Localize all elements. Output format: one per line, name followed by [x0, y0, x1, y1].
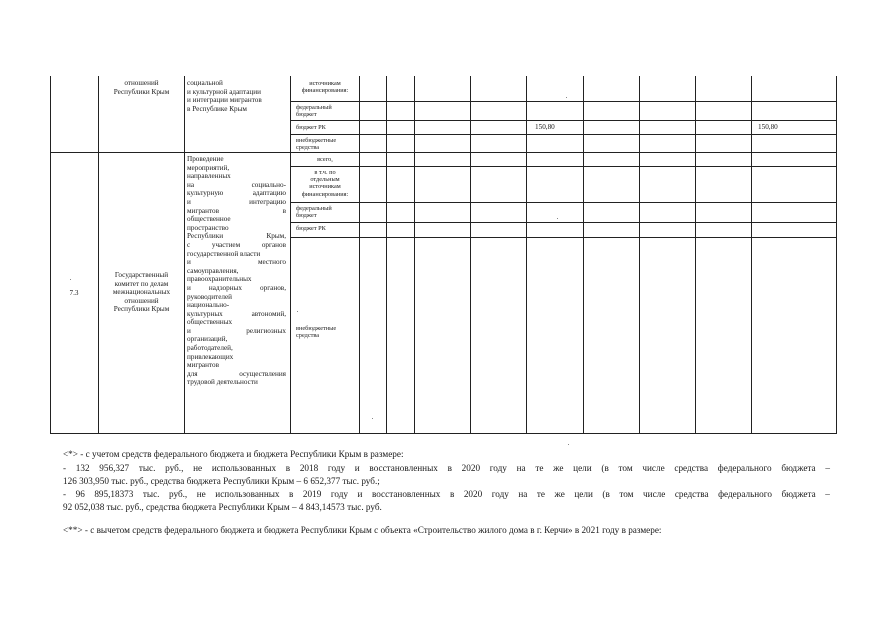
footnote-word: на: [516, 463, 526, 473]
source-line: средства: [296, 144, 320, 152]
activity-line: трудовой деятельности: [187, 378, 258, 387]
activity-word: участием: [211, 240, 241, 249]
activity-line: и интеграции мигрантов: [187, 96, 262, 105]
footnote-word: тыс.: [142, 489, 160, 499]
scan-speck: [297, 311, 298, 312]
activity-word: Республики: [187, 232, 224, 241]
executor-line: комитет по делам: [114, 279, 169, 288]
footnote-word: бюджета: [781, 489, 816, 499]
activity-line: правоохранительных: [187, 275, 252, 284]
activity-word: с: [187, 240, 191, 249]
activity-cell: [187, 79, 287, 113]
footnote-word: том: [619, 489, 634, 499]
table-divider: [414, 76, 415, 433]
footnote-word: году: [489, 463, 507, 473]
table-border-left: [50, 76, 51, 433]
scan-speck: [372, 418, 373, 419]
footnote-word: восстановленных: [369, 463, 438, 473]
activity-line: общественных: [187, 318, 233, 327]
executor-cell: [99, 79, 184, 96]
row-divider: [50, 152, 837, 153]
footnote-word: 2019: [302, 489, 322, 499]
activity-line: [187, 310, 286, 319]
source-line: внебюджетные: [296, 137, 337, 144]
source-line: бюджет: [296, 212, 317, 220]
subrow-divider: [290, 222, 837, 223]
activity-word: органов,: [260, 283, 286, 292]
table-border-bottom: [50, 433, 837, 434]
table-divider: [359, 76, 360, 433]
executor-cell: [99, 271, 184, 314]
source-extra: [296, 325, 336, 339]
activity-line: государственной власти: [187, 249, 261, 258]
activity-line: [187, 181, 286, 190]
activity-word: осуществления: [239, 369, 286, 378]
activity-line: привлекающих: [187, 352, 234, 361]
activity-line: пространство: [187, 223, 229, 232]
scan-speck: [568, 444, 569, 445]
activity-line: [187, 198, 286, 207]
footnote-word: –: [825, 463, 830, 473]
table-divider: [470, 76, 471, 433]
footnote-word: федерального: [717, 463, 772, 473]
activity-word: и: [187, 197, 191, 206]
table-divider: [386, 76, 387, 433]
footnote-word: федерального: [718, 489, 772, 499]
activity-line: [187, 284, 286, 293]
activity-word: на: [187, 180, 195, 189]
footnote-word: 895,18373: [94, 489, 134, 499]
activity-word: местного: [257, 258, 286, 267]
footnote-word: тыс.: [138, 463, 156, 473]
footnote-word: восстановленных: [371, 489, 441, 499]
subrow-divider: [290, 134, 837, 135]
table-divider: [639, 76, 640, 433]
footnote-word: использованных: [215, 489, 280, 499]
footnote-word: бюджета: [781, 463, 816, 473]
activity-line: [187, 327, 286, 336]
table-divider: [526, 76, 527, 433]
activity-word: и: [187, 326, 191, 335]
footnote-word: году: [491, 489, 509, 499]
activity-word: мигрантов: [187, 206, 220, 215]
source-line: источникам: [309, 183, 341, 191]
source-total: всего,: [317, 156, 333, 163]
source-budget-rk: бюджет РК: [296, 124, 326, 131]
footnote-word: использованных: [211, 463, 277, 473]
footnote-word: 956,327: [99, 463, 130, 473]
footnote-1-line-3: [63, 488, 830, 500]
table-divider: [695, 76, 696, 433]
footnote-1-title: <*> - с учетом средств федерального бюджета и бюджета Республики Крым в размере:: [63, 449, 404, 459]
footnote-word: -: [63, 489, 67, 499]
source-line: финансирования:: [301, 190, 349, 198]
subrow-divider: [290, 237, 837, 238]
footnote-word: (в: [602, 489, 610, 499]
activity-word: и: [187, 258, 191, 267]
subrow-divider: [290, 101, 837, 102]
subrow-divider: [290, 120, 837, 121]
source-budget-rk: бюджет РК: [296, 225, 326, 232]
activity-word: для: [187, 369, 198, 378]
footnote-word: (в: [601, 463, 609, 473]
subrow-divider: [290, 166, 837, 167]
activity-word: органов: [261, 240, 286, 249]
table-divider: [583, 76, 584, 433]
activity-word: интеграцию: [249, 197, 286, 206]
activity-word: надзорных: [208, 283, 242, 292]
executor-line: Республики Крым: [113, 305, 170, 314]
footnote-word: и: [357, 489, 363, 499]
source-line: отдельным: [310, 176, 340, 184]
activity-line: в Республике Крым: [187, 104, 247, 113]
footnote-word: те: [536, 489, 546, 499]
footnote-word: году: [330, 489, 348, 499]
footnote-word: цели: [573, 463, 592, 473]
activity-line: Проведение: [187, 155, 224, 163]
activity-word: адаптацию: [252, 189, 286, 198]
footnote-word: же: [553, 463, 564, 473]
footnote-1-line-4: 92 052,038 тыс. руб., средства бюджета Республики Крым – 4 843,14573 тыс. руб.: [63, 502, 382, 512]
executor-line: отношений: [124, 79, 159, 87]
activity-line: социальной: [187, 79, 223, 87]
activity-line: мероприятий,: [187, 163, 230, 172]
footnote-word: руб.,: [165, 463, 184, 473]
footnote-word: 2018: [299, 463, 319, 473]
source-line: федеральный: [296, 205, 332, 212]
footnote-2: <**> - с вычетом средств федерального бюджета и бюджета Республики Крым с объекта «Строительство жилого дома в г. Керчи» в 2021 году в размере:: [63, 525, 662, 535]
footnote-word: средства: [674, 463, 709, 473]
footnote-word: цели: [574, 489, 593, 499]
source-incl-other: [291, 169, 359, 198]
footnote-word: же: [554, 489, 565, 499]
footnote-word: 132: [75, 463, 90, 473]
scan-speck: [566, 97, 567, 98]
footnote-word: –: [825, 489, 830, 499]
activity-word: Крым,: [266, 232, 286, 241]
footnote-word: средства: [674, 489, 709, 499]
budget-rk-value-year: 150,80: [758, 123, 778, 131]
footnote-word: 2020: [463, 489, 483, 499]
activity-line: национально-: [187, 301, 230, 310]
source-other: [291, 80, 359, 94]
source-extra: [296, 137, 336, 151]
activity-word: культурную: [187, 189, 224, 198]
footnote-word: в: [285, 463, 291, 473]
source-line: финансирования:: [301, 87, 349, 95]
activity-line: направленных: [187, 172, 231, 181]
source-line: бюджет: [296, 111, 317, 119]
activity-word: и: [187, 283, 191, 292]
footnote-word: -: [63, 463, 67, 473]
footnote-1-line-2: 126 303,950 тыс. руб., средства бюджета Республики Крым – 6 652,377 тыс. руб.;: [63, 476, 380, 486]
activity-word: в: [282, 206, 286, 215]
table-divider: [98, 76, 99, 433]
table-divider: [290, 76, 291, 433]
footnote-word: в: [289, 489, 294, 499]
activity-line: [187, 232, 286, 241]
source-line: внебюджетные: [296, 325, 337, 332]
scan-speck: [557, 218, 558, 219]
table-border-right: [836, 76, 837, 433]
footnote-word: числе: [643, 489, 666, 499]
activity-line: общественное: [187, 215, 231, 224]
footnote-word: и: [354, 463, 360, 473]
activity-line: [187, 370, 286, 379]
footnote-word: 2020: [461, 463, 481, 473]
footnote-word: те: [535, 463, 544, 473]
source-federal: [296, 104, 332, 118]
activity-line: [187, 207, 286, 216]
source-line: в т.ч. по: [314, 169, 336, 176]
executor-line: отношений: [124, 296, 159, 305]
activity-word: автономий,: [251, 309, 286, 318]
footnote-1-line-1: [63, 462, 830, 474]
activity-line: [187, 189, 286, 198]
source-line: средства: [296, 332, 320, 340]
activity-line: организаций,: [187, 335, 228, 344]
footnote-word: на: [518, 489, 528, 499]
footnote-word: числе: [642, 463, 665, 473]
table-divider: [751, 76, 752, 433]
activity-cell: [187, 155, 286, 387]
activity-line: [187, 258, 286, 267]
footnote-word: году: [327, 463, 346, 473]
activity-word: религиозных: [246, 326, 286, 335]
activity-line: [187, 241, 286, 250]
footnote-word: в: [447, 463, 452, 473]
scan-speck: [70, 279, 71, 280]
row-number: 7.3: [69, 289, 79, 297]
activity-line: самоуправления,: [187, 266, 239, 275]
executor-line: Государственный: [114, 271, 169, 279]
executor-line: межнациональных: [112, 288, 171, 297]
activity-word: культурных: [187, 309, 223, 318]
footnote-word: не: [196, 489, 206, 499]
footnote-word: 96: [75, 489, 85, 499]
source-line: источникам: [309, 80, 341, 87]
activity-line: и культурной адаптации: [187, 87, 261, 96]
source-line: федеральный: [296, 104, 332, 111]
activity-line: работодателей,: [187, 344, 233, 353]
budget-rk-value-total: 150,80: [535, 123, 555, 131]
footnote-word: том: [618, 463, 633, 473]
footnote-word: руб.,: [169, 489, 188, 499]
source-federal: [296, 205, 332, 219]
activity-line: мигрантов: [187, 361, 220, 370]
footnote-word: в: [449, 489, 455, 499]
activity-line: руководителей: [187, 292, 233, 301]
footnote-word: не: [193, 463, 203, 473]
table-divider: [184, 76, 185, 433]
activity-word: социально-: [251, 180, 286, 189]
executor-line: Республики Крым: [113, 87, 170, 96]
subrow-divider: [290, 202, 837, 203]
